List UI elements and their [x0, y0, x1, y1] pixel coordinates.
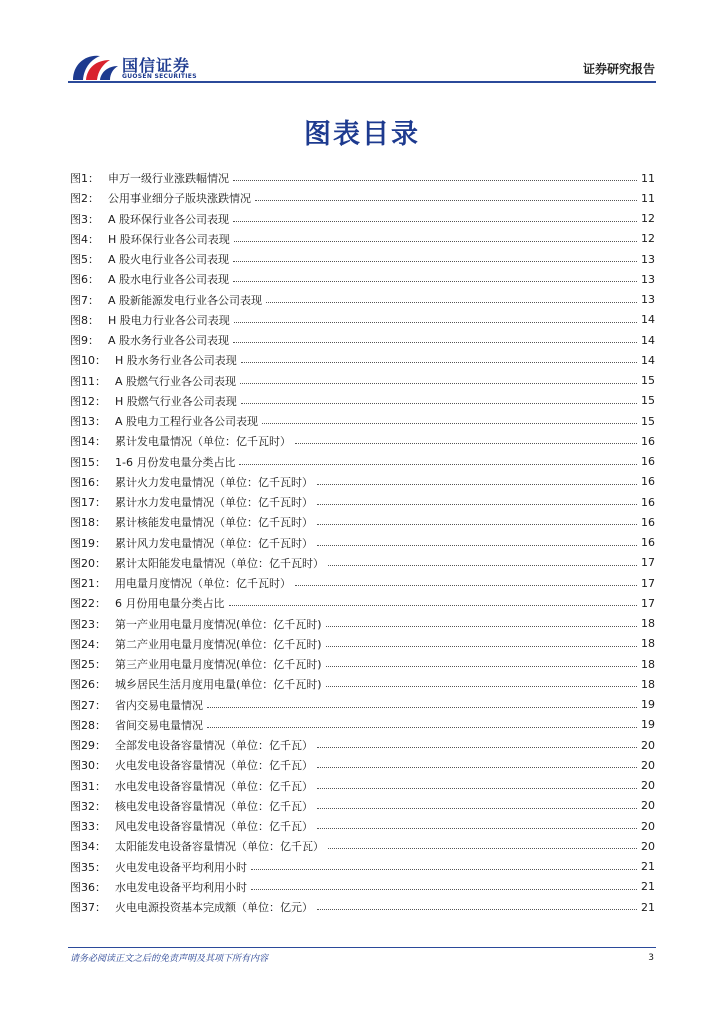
- toc-dot-leader: [251, 889, 637, 890]
- toc-dot-leader: [233, 221, 637, 222]
- toc-dot-leader: [317, 788, 637, 789]
- toc-entry-title: 累计水力发电量情况（单位：亿千瓦时）: [115, 496, 313, 510]
- toc-entry-page: 19: [641, 718, 655, 732]
- toc-entry[interactable]: [70, 614, 655, 634]
- toc-entry-page: 16: [641, 434, 655, 448]
- toc-entry-number: 图6：: [70, 273, 99, 287]
- toc-entry-page: 14: [641, 333, 655, 347]
- toc-entry-number: 图11：: [70, 374, 106, 388]
- toc-entry-page: 20: [641, 799, 655, 813]
- guosen-logo-icon: [70, 50, 120, 84]
- toc-dot-leader: [229, 605, 638, 606]
- toc-dot-leader: [328, 848, 637, 849]
- toc-entry-page: 19: [641, 698, 655, 712]
- toc-entry-page: 15: [641, 394, 655, 408]
- toc-entry-number: 图18：: [70, 516, 106, 530]
- toc-dot-leader: [241, 403, 637, 404]
- toc-entry-title: A 股环保行业各公司表现: [108, 212, 230, 226]
- toc-entry-page: 16: [641, 495, 655, 509]
- toc-entry-title: 6 月份用电量分类占比: [115, 597, 225, 611]
- toc-entry[interactable]: [70, 249, 655, 269]
- toc-entry-number: 图8：: [70, 313, 99, 327]
- toc-entry-page: 18: [641, 677, 655, 691]
- toc-entry-number: 图33：: [70, 820, 106, 834]
- toc-dot-leader: [207, 727, 637, 728]
- toc-entry[interactable]: [70, 695, 655, 715]
- toc-entry[interactable]: [70, 573, 655, 593]
- toc-entry-number: 图7：: [70, 293, 99, 307]
- toc-entry-page: 21: [641, 880, 655, 894]
- toc-entry-title: 风电发电设备容量情况（单位：亿千瓦）: [115, 820, 313, 834]
- footer-divider: [68, 947, 656, 948]
- toc-entry-title: 水电发电设备容量情况（单位：亿千瓦）: [115, 779, 313, 793]
- toc-dot-leader: [317, 545, 637, 546]
- toc-entry[interactable]: [70, 755, 655, 775]
- toc-entry-number: 图4：: [70, 232, 99, 246]
- toc-dot-leader: [317, 767, 637, 768]
- toc-dot-leader: [317, 484, 637, 485]
- toc-entry-page: 16: [641, 515, 655, 529]
- figure-table-of-contents: [70, 168, 655, 917]
- toc-entry-page: 21: [641, 860, 655, 874]
- toc-entry-title: A 股水务行业各公司表现: [108, 334, 230, 348]
- toc-entry-page: 16: [641, 475, 655, 489]
- footer-disclaimer: 请务必阅读正文之后的免责声明及其项下所有内容: [70, 954, 269, 964]
- toc-entry-title: 第二产业用电量月度情况(单位：亿千瓦时): [115, 637, 322, 651]
- toc-entry-page: 20: [641, 819, 655, 833]
- toc-entry[interactable]: [70, 431, 655, 451]
- toc-dot-leader: [241, 362, 637, 363]
- toc-dot-leader: [317, 808, 637, 809]
- toc-entry-title: A 股水电行业各公司表现: [108, 273, 230, 287]
- toc-entry-page: 13: [641, 293, 655, 307]
- brand-name-cn: 国信证券: [122, 56, 191, 75]
- toc-entry[interactable]: [70, 512, 655, 532]
- page-number: 3: [648, 953, 654, 963]
- toc-entry[interactable]: [70, 897, 655, 917]
- toc-entry-title: A 股火电行业各公司表现: [108, 253, 230, 267]
- toc-entry-page: 18: [641, 657, 655, 671]
- toc-dot-leader: [233, 281, 637, 282]
- toc-entry-page: 21: [641, 900, 655, 914]
- toc-entry-title: A 股电力工程行业各公司表现: [115, 415, 259, 429]
- toc-entry-title: 累计发电量情况（单位：亿千瓦时）: [115, 435, 291, 449]
- toc-dot-leader: [207, 707, 637, 708]
- toc-entry-title: 水电发电设备平均利用小时: [115, 880, 247, 894]
- toc-entry-title: 申万一级行业涨跌幅情况: [108, 172, 229, 186]
- toc-entry-page: 17: [641, 596, 655, 610]
- toc-dot-leader: [317, 524, 637, 525]
- toc-dot-leader: [262, 423, 637, 424]
- toc-entry[interactable]: [70, 796, 655, 816]
- toc-entry-number: 图20：: [70, 556, 106, 570]
- toc-entry-page: 16: [641, 455, 655, 469]
- toc-dot-leader: [239, 464, 637, 465]
- toc-dot-leader: [317, 828, 637, 829]
- toc-entry-page: 16: [641, 536, 655, 550]
- toc-entry-title: 用电量月度情况（单位：亿千瓦时）: [115, 577, 291, 591]
- toc-entry-number: 图16：: [70, 475, 106, 489]
- toc-dot-leader: [328, 565, 637, 566]
- report-type-label: 证券研究报告: [582, 62, 655, 76]
- toc-entry[interactable]: [70, 391, 655, 411]
- toc-entry-title: H 股燃气行业各公司表现: [115, 394, 237, 408]
- toc-entry-page: 14: [641, 353, 655, 367]
- toc-entry-page: 20: [641, 839, 655, 853]
- toc-entry-number: 图25：: [70, 658, 106, 672]
- toc-entry[interactable]: [70, 816, 655, 836]
- toc-entry-title: H 股水务行业各公司表现: [115, 354, 237, 368]
- toc-entry-page: 11: [641, 191, 655, 205]
- toc-entry-number: 图30：: [70, 759, 106, 773]
- toc-entry-page: 20: [641, 779, 655, 793]
- toc-entry-number: 图28：: [70, 718, 106, 732]
- toc-entry-page: 20: [641, 758, 655, 772]
- toc-entry[interactable]: [70, 209, 655, 229]
- toc-entry[interactable]: [70, 776, 655, 796]
- toc-entry[interactable]: [70, 350, 655, 370]
- toc-entry-number: 图26：: [70, 678, 106, 692]
- toc-entry-number: 图31：: [70, 779, 106, 793]
- toc-entry[interactable]: [70, 188, 655, 208]
- toc-dot-leader: [233, 261, 637, 262]
- toc-entry-page: 14: [641, 313, 655, 327]
- toc-entry[interactable]: [70, 452, 655, 472]
- toc-entry[interactable]: [70, 654, 655, 674]
- toc-entry[interactable]: [70, 715, 655, 735]
- toc-dot-leader: [326, 646, 637, 647]
- toc-entry-page: 13: [641, 252, 655, 266]
- toc-entry-page: 17: [641, 576, 655, 590]
- toc-entry-number: 图17：: [70, 496, 106, 510]
- toc-dot-leader: [326, 626, 637, 627]
- toc-entry[interactable]: [70, 330, 655, 350]
- toc-entry-number: 图37：: [70, 901, 106, 915]
- toc-entry[interactable]: [70, 877, 655, 897]
- toc-dot-leader: [317, 504, 637, 505]
- toc-dot-leader: [234, 322, 637, 323]
- toc-entry[interactable]: [70, 371, 655, 391]
- toc-entry-number: 图27：: [70, 698, 106, 712]
- toc-entry-title: 城乡居民生活月度用电量(单位：亿千瓦时): [115, 678, 322, 692]
- toc-entry[interactable]: [70, 229, 655, 249]
- toc-entry-number: 图13：: [70, 415, 106, 429]
- toc-entry-number: 图10：: [70, 354, 106, 368]
- toc-entry-title: 省间交易电量情况: [115, 718, 203, 732]
- toc-entry[interactable]: [70, 411, 655, 431]
- page-title: 图表目录: [304, 119, 420, 150]
- toc-entry-title: 太阳能发电设备容量情况（单位：亿千瓦）: [115, 840, 324, 854]
- toc-entry[interactable]: [70, 290, 655, 310]
- toc-entry[interactable]: [70, 836, 655, 856]
- toc-entry-number: 图1：: [70, 172, 99, 186]
- toc-entry-title: A 股新能源发电行业各公司表现: [108, 293, 263, 307]
- toc-entry-title: 1-6 月份发电量分类占比: [115, 455, 236, 469]
- toc-dot-leader: [233, 342, 637, 343]
- toc-entry-number: 图35：: [70, 860, 106, 874]
- toc-entry-page: 15: [641, 414, 655, 428]
- toc-entry[interactable]: [70, 472, 655, 492]
- toc-entry-number: 图19：: [70, 536, 106, 550]
- toc-entry-title: 火电发电设备平均利用小时: [115, 860, 247, 874]
- header-divider: [68, 81, 656, 83]
- toc-entry[interactable]: [70, 857, 655, 877]
- toc-entry-number: 图22：: [70, 597, 106, 611]
- toc-entry-title: 火电电源投资基本完成额（单位：亿元）: [115, 901, 313, 915]
- toc-entry-title: H 股环保行业各公司表现: [108, 232, 230, 246]
- toc-entry-page: 13: [641, 272, 655, 286]
- toc-entry[interactable]: [70, 593, 655, 613]
- brand-name-en: GUOSEN SECURITIES: [122, 73, 197, 80]
- toc-dot-leader: [233, 180, 637, 181]
- toc-dot-leader: [317, 909, 637, 910]
- toc-entry-title: H 股电力行业各公司表现: [108, 313, 230, 327]
- toc-entry[interactable]: [70, 553, 655, 573]
- toc-entry-number: 图9：: [70, 334, 99, 348]
- toc-dot-leader: [295, 443, 637, 444]
- toc-entry-number: 图14：: [70, 435, 106, 449]
- toc-entry-page: 15: [641, 374, 655, 388]
- toc-entry[interactable]: [70, 492, 655, 512]
- toc-entry-number: 图3：: [70, 212, 99, 226]
- toc-entry-title: 省内交易电量情况: [115, 698, 203, 712]
- page-header: [0, 0, 724, 84]
- toc-entry[interactable]: [70, 735, 655, 755]
- toc-entry-title: 累计太阳能发电量情况（单位：亿千瓦时）: [115, 556, 324, 570]
- toc-entry-page: 18: [641, 637, 655, 651]
- toc-entry-title: 累计火力发电量情况（单位：亿千瓦时）: [115, 475, 313, 489]
- toc-dot-leader: [234, 241, 637, 242]
- toc-entry-page: 12: [641, 212, 655, 226]
- toc-entry-page: 18: [641, 617, 655, 631]
- toc-entry-title: A 股燃气行业各公司表现: [115, 374, 237, 388]
- toc-entry-title: 公用事业细分子版块涨跌情况: [108, 192, 251, 206]
- toc-entry-number: 图36：: [70, 880, 106, 894]
- toc-entry[interactable]: [70, 168, 655, 188]
- toc-dot-leader: [266, 302, 637, 303]
- toc-dot-leader: [317, 747, 637, 748]
- toc-entry-title: 第一产业用电量月度情况(单位：亿千瓦时): [115, 617, 322, 631]
- toc-entry-number: 图34：: [70, 840, 106, 854]
- toc-entry-title: 火电发电设备容量情况（单位：亿千瓦）: [115, 759, 313, 773]
- toc-dot-leader: [240, 383, 637, 384]
- toc-entry[interactable]: [70, 269, 655, 289]
- toc-entry-number: 图23：: [70, 617, 106, 631]
- toc-entry-title: 核电发电设备容量情况（单位：亿千瓦）: [115, 799, 313, 813]
- toc-entry-number: 图2：: [70, 192, 99, 206]
- toc-dot-leader: [295, 585, 637, 586]
- toc-dot-leader: [326, 666, 637, 667]
- toc-entry-page: 11: [641, 171, 655, 185]
- toc-entry-title: 累计核能发电量情况（单位：亿千瓦时）: [115, 516, 313, 530]
- toc-entry[interactable]: [70, 674, 655, 694]
- toc-entry-number: 图29：: [70, 739, 106, 753]
- toc-entry-number: 图12：: [70, 394, 106, 408]
- toc-entry[interactable]: [70, 634, 655, 654]
- toc-entry-title: 累计风力发电量情况（单位：亿千瓦时）: [115, 536, 313, 550]
- toc-entry-page: 12: [641, 232, 655, 246]
- toc-entry-title: 全部发电设备容量情况（单位：亿千瓦）: [115, 739, 313, 753]
- toc-entry-number: 图21：: [70, 577, 106, 591]
- toc-entry[interactable]: [70, 533, 655, 553]
- toc-entry[interactable]: [70, 310, 655, 330]
- toc-entry-number: 图5：: [70, 253, 99, 267]
- toc-entry-number: 图15：: [70, 455, 106, 469]
- toc-entry-number: 图24：: [70, 637, 106, 651]
- toc-dot-leader: [255, 200, 637, 201]
- toc-entry-page: 17: [641, 556, 655, 570]
- toc-dot-leader: [326, 686, 637, 687]
- toc-entry-title: 第三产业用电量月度情况(单位：亿千瓦时): [115, 658, 322, 672]
- toc-entry-page: 20: [641, 738, 655, 752]
- toc-entry-number: 图32：: [70, 799, 106, 813]
- toc-dot-leader: [251, 869, 637, 870]
